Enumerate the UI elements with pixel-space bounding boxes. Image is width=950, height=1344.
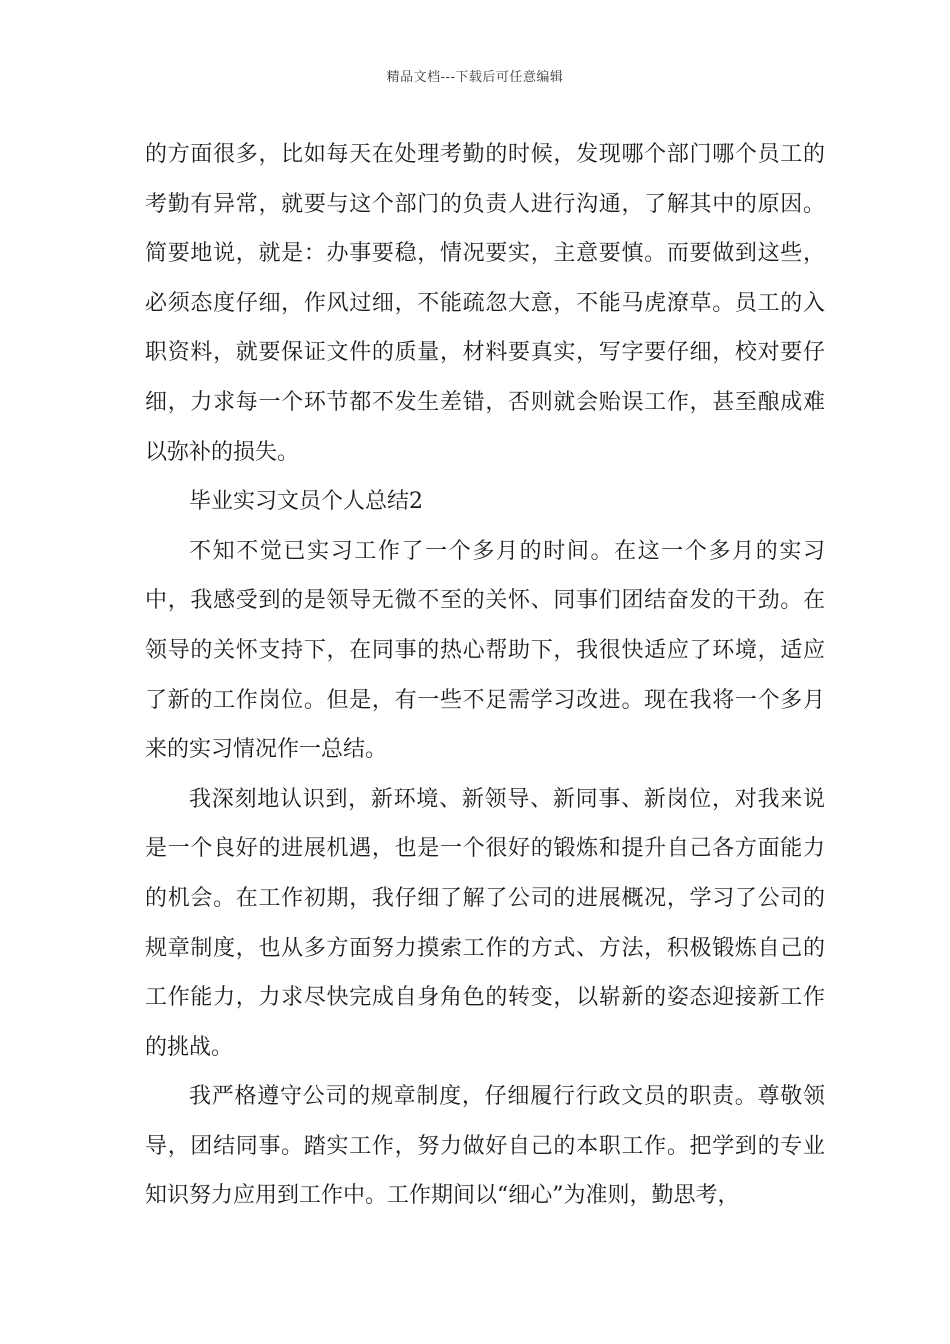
paragraph-conduct: 我严格遵守公司的规章制度，仔细履行行政文员的职责。尊敬领导，团结同事。踏实工作，努力做好自己的本职工作。把学到的专业知识努力应用到工作中。工作期间以“细心”为准则，勤思考，	[145, 1084, 825, 1209]
paragraph-intro: 不知不觉已实习工作了一个多月的时间。在这一个多月的实习中，我感受到的是领导无微不至的关怀、同事们团结奋发的干劲。在领导的关怀支持下，在同事的热心帮助下，我很快适应了环境，适应了新的工作岗位。但是，有一些不足需学习改进。现在我将一个多月来的实习情况作一总结。	[145, 538, 825, 763]
page-header: 精品文档---下载后可任意编辑	[386, 70, 564, 85]
paragraph-continuation: 的方面很多，比如每天在处理考勤的时候，发现哪个部门哪个员工的考勤有异常，就要与这个部门的负责人进行沟通，了解其中的原因。简要地说，就是：办事要稳，情况要实，主意要慎。而要做到这些，必须态度仔细，作风过细，不能疏忽大意，不能马虎潦草。员工的入职资料，就要保证文件的质量，材料要真实，写字要仔细，校对要仔细，力求每一个环节都不发生差错，否则就会贻误工作，甚至酿成难以弥补的损失。	[145, 142, 825, 465]
paragraph-awareness: 我深刻地认识到，新环境、新领导、新同事、新岗位，对我来说是一个良好的进展机遇，也是一个很好的锻炼和提升自己各方面能力的机会。在工作初期，我仔细了解了公司的进展概况，学习了公司的规章制度，也从多方面努力摸索工作的方式、方法，积极锻炼自己的工作能力，力求尽快完成自身角色的转变，以崭新的姿态迎接新工作的挑战。	[145, 786, 825, 1060]
section-heading: 毕业实习文员个人总结2	[189, 489, 423, 515]
document-body	[145, 130, 825, 1221]
